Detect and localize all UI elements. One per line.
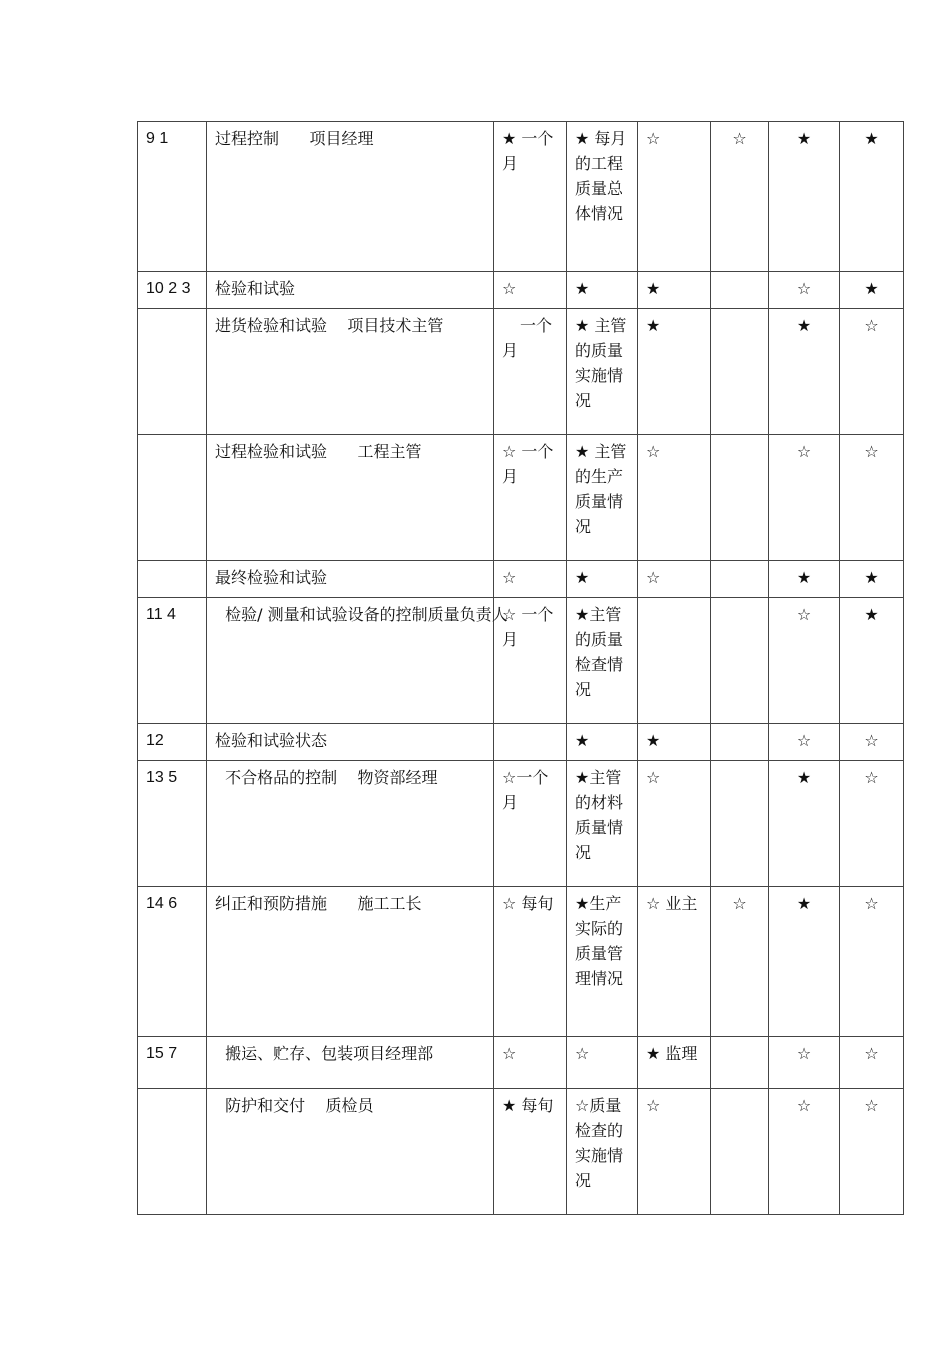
table-cell-col5: ☆ 业主 — [638, 887, 711, 1037]
table-cell-no: 9 1 — [138, 122, 207, 272]
table-cell-col8: ☆ — [840, 309, 904, 435]
table-cell-freq: 一个月 — [494, 309, 567, 435]
table-cell-col6: ☆ — [711, 122, 769, 272]
table-cell-freq: ★ 每旬 — [494, 1089, 567, 1215]
table-cell-col5: ☆ — [638, 761, 711, 887]
table-body — [138, 122, 904, 1215]
table-cell-no: 14 6 — [138, 887, 207, 1037]
table-cell-col6 — [711, 1037, 769, 1089]
table-cell-content: ☆质量检查的实施情况 — [567, 1089, 638, 1215]
table-cell-col6 — [711, 1089, 769, 1215]
table-row — [138, 1037, 904, 1089]
table-row — [138, 724, 904, 761]
table-cell-col8: ☆ — [840, 1089, 904, 1215]
table-cell-col7: ☆ — [769, 724, 840, 761]
table-cell-item: 搬运、贮存、包装项目经理部 — [207, 1037, 494, 1089]
table-cell-content: ★ — [567, 561, 638, 598]
quality-responsibility-table — [137, 121, 904, 1215]
table-cell-col7: ☆ — [769, 1037, 840, 1089]
table-cell-col6 — [711, 561, 769, 598]
table-cell-item: 进货检验和试验 项目技术主管 — [207, 309, 494, 435]
table-cell-item: 检验和试验状态 — [207, 724, 494, 761]
table-row — [138, 435, 904, 561]
table-cell-col7: ★ — [769, 887, 840, 1037]
table-cell-no — [138, 1089, 207, 1215]
table-cell-item: 检验和试验 — [207, 272, 494, 309]
table-cell-col7: ★ — [769, 561, 840, 598]
table-cell-freq: ★ 一个月 — [494, 122, 567, 272]
table-cell-no: 15 7 — [138, 1037, 207, 1089]
table-cell-col5: ☆ — [638, 435, 711, 561]
table-cell-col8: ★ — [840, 598, 904, 724]
table-cell-col6 — [711, 435, 769, 561]
table-cell-content: ★ 主管的质量实施情况 — [567, 309, 638, 435]
table-cell-col5: ★ 监理 — [638, 1037, 711, 1089]
table-cell-col5: ☆ — [638, 122, 711, 272]
table-cell-col5: ★ — [638, 724, 711, 761]
table-row — [138, 598, 904, 724]
table-cell-col5 — [638, 598, 711, 724]
table-cell-freq: ☆ 一个月 — [494, 435, 567, 561]
table-cell-col7: ☆ — [769, 272, 840, 309]
table-cell-item: 防护和交付 质检员 — [207, 1089, 494, 1215]
table-cell-freq — [494, 724, 567, 761]
table-row — [138, 761, 904, 887]
table-cell-col8: ☆ — [840, 435, 904, 561]
table-cell-item: 纠正和预防措施 施工工长 — [207, 887, 494, 1037]
table-cell-no: 10 2 3 — [138, 272, 207, 309]
table-cell-col7: ☆ — [769, 435, 840, 561]
table-cell-col7: ☆ — [769, 1089, 840, 1215]
table-cell-content: ★ 主管的生产质量情况 — [567, 435, 638, 561]
table-cell-col5: ★ — [638, 309, 711, 435]
table-row — [138, 887, 904, 1037]
table-cell-content: ★生产实际的质量管理情况 — [567, 887, 638, 1037]
table-cell-col6 — [711, 598, 769, 724]
table-cell-col6 — [711, 309, 769, 435]
table-cell-col5: ☆ — [638, 1089, 711, 1215]
table-cell-col8: ★ — [840, 561, 904, 598]
table-cell-col6 — [711, 761, 769, 887]
table-cell-col6 — [711, 272, 769, 309]
table-cell-col5: ☆ — [638, 561, 711, 598]
table-cell-no: 11 4 — [138, 598, 207, 724]
table-cell-col5: ★ — [638, 272, 711, 309]
table-cell-col7: ★ — [769, 309, 840, 435]
table-cell-col6: ☆ — [711, 887, 769, 1037]
table-cell-content: ★ — [567, 724, 638, 761]
table-row — [138, 309, 904, 435]
table-cell-item: 过程控制 项目经理 — [207, 122, 494, 272]
table-cell-no: 12 — [138, 724, 207, 761]
table-cell-no — [138, 561, 207, 598]
table-cell-col7: ★ — [769, 761, 840, 887]
table-row — [138, 561, 904, 598]
table-cell-content: ★ 每月的工程质量总体情况 — [567, 122, 638, 272]
table-cell-item: 检验/ 测量和试验设备的控制质量负责人 — [207, 598, 494, 724]
table-cell-col8: ☆ — [840, 1037, 904, 1089]
table-cell-col7: ★ — [769, 122, 840, 272]
table-cell-col6 — [711, 724, 769, 761]
table-row — [138, 272, 904, 309]
table-cell-item: 最终检验和试验 — [207, 561, 494, 598]
table-cell-content: ☆ — [567, 1037, 638, 1089]
table-cell-col8: ☆ — [840, 887, 904, 1037]
table-cell-freq: ☆ — [494, 561, 567, 598]
table-cell-no — [138, 435, 207, 561]
table-cell-col8: ☆ — [840, 724, 904, 761]
table-cell-col8: ☆ — [840, 761, 904, 887]
table-cell-item: 不合格品的控制 物资部经理 — [207, 761, 494, 887]
table-cell-content: ★ — [567, 272, 638, 309]
table-cell-freq: ☆ — [494, 272, 567, 309]
table-cell-col8: ★ — [840, 272, 904, 309]
table-cell-freq: ☆ — [494, 1037, 567, 1089]
table-row — [138, 122, 904, 272]
table-cell-freq: ☆ 一个月 — [494, 598, 567, 724]
table-cell-no — [138, 309, 207, 435]
table-cell-content: ★主管的材料质量情况 — [567, 761, 638, 887]
table-cell-freq: ☆一个月 — [494, 761, 567, 887]
table-cell-item: 过程检验和试验 工程主管 — [207, 435, 494, 561]
table-cell-content: ★主管的质量检查情况 — [567, 598, 638, 724]
table-cell-col7: ☆ — [769, 598, 840, 724]
table-cell-col8: ★ — [840, 122, 904, 272]
table-cell-freq: ☆ 每旬 — [494, 887, 567, 1037]
table-row — [138, 1089, 904, 1215]
table-cell-no: 13 5 — [138, 761, 207, 887]
